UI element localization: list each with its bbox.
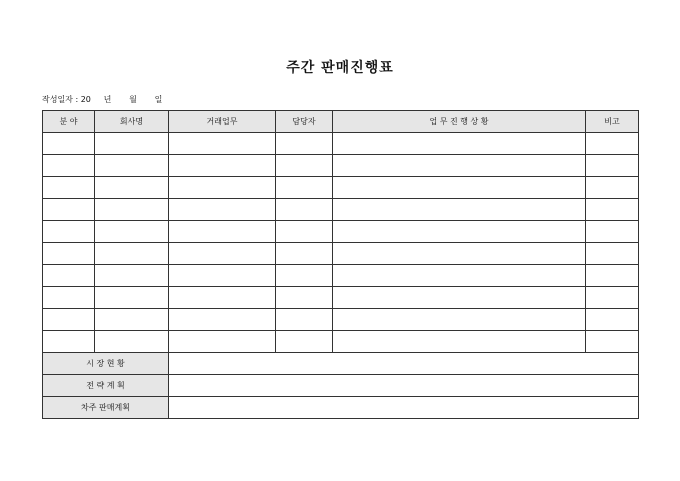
summary-cell-strategy[interactable] xyxy=(169,375,639,397)
table-cell[interactable] xyxy=(586,221,639,243)
table-row xyxy=(43,133,639,155)
table-cell[interactable] xyxy=(43,155,95,177)
summary-label-market: 시 장 현 황 xyxy=(43,353,169,375)
table-row xyxy=(43,331,639,353)
table-cell[interactable] xyxy=(43,199,95,221)
sales-progress-table xyxy=(42,110,639,419)
table-cell[interactable] xyxy=(586,199,639,221)
table-cell[interactable] xyxy=(333,265,586,287)
table-cell[interactable] xyxy=(169,243,276,265)
table-cell[interactable] xyxy=(95,133,169,155)
table-cell[interactable] xyxy=(43,287,95,309)
table-row xyxy=(43,199,639,221)
table-cell[interactable] xyxy=(586,265,639,287)
table-row xyxy=(43,221,639,243)
summary-label-next-week: 차주 판매계획 xyxy=(43,397,169,419)
table-cell[interactable] xyxy=(586,309,639,331)
table-row xyxy=(43,287,639,309)
header-row xyxy=(43,111,639,133)
form-title: 주간 판매진행표 xyxy=(286,60,394,76)
table-cell[interactable] xyxy=(95,155,169,177)
header-field: 분 야 xyxy=(43,111,95,133)
table-cell[interactable] xyxy=(43,309,95,331)
table-cell[interactable] xyxy=(586,331,639,353)
header-remarks: 비고 xyxy=(586,111,639,133)
header-business: 거래업무 xyxy=(169,111,276,133)
summary-row-next-week xyxy=(43,397,639,419)
summary-cell-market[interactable] xyxy=(169,353,639,375)
table-cell[interactable] xyxy=(276,221,333,243)
summary-section xyxy=(43,353,639,419)
table-cell[interactable] xyxy=(276,287,333,309)
table-cell[interactable] xyxy=(276,265,333,287)
table-cell[interactable] xyxy=(169,155,276,177)
table-cell[interactable] xyxy=(95,221,169,243)
table-cell[interactable] xyxy=(169,199,276,221)
table-cell[interactable] xyxy=(333,221,586,243)
table-cell[interactable] xyxy=(276,177,333,199)
table-row xyxy=(43,265,639,287)
table-row xyxy=(43,155,639,177)
table-cell[interactable] xyxy=(169,221,276,243)
table-cell[interactable] xyxy=(586,177,639,199)
table-cell[interactable] xyxy=(333,133,586,155)
table-cell[interactable] xyxy=(43,221,95,243)
table-cell[interactable] xyxy=(333,331,586,353)
table-cell[interactable] xyxy=(333,309,586,331)
summary-label-strategy: 전 략 계 획 xyxy=(43,375,169,397)
table-cell[interactable] xyxy=(276,309,333,331)
table-cell[interactable] xyxy=(95,265,169,287)
summary-row-market xyxy=(43,353,639,375)
table-cell[interactable] xyxy=(95,243,169,265)
table-cell[interactable] xyxy=(276,331,333,353)
header-progress: 업 무 진 행 상 황 xyxy=(333,111,586,133)
table-cell[interactable] xyxy=(586,287,639,309)
table-cell[interactable] xyxy=(95,199,169,221)
table-cell[interactable] xyxy=(43,331,95,353)
table-cell[interactable] xyxy=(169,287,276,309)
summary-cell-next-week[interactable] xyxy=(169,397,639,419)
table-cell[interactable] xyxy=(169,331,276,353)
table-cell[interactable] xyxy=(586,155,639,177)
table-row xyxy=(43,177,639,199)
table-cell[interactable] xyxy=(169,133,276,155)
table-cell[interactable] xyxy=(43,177,95,199)
header-company: 회사명 xyxy=(95,111,169,133)
table-cell[interactable] xyxy=(43,243,95,265)
table-cell[interactable] xyxy=(95,309,169,331)
table-cell[interactable] xyxy=(586,243,639,265)
table-cell[interactable] xyxy=(43,265,95,287)
header-manager: 담당자 xyxy=(276,111,333,133)
date-line: 작성일자 : 20 년 월 일 xyxy=(42,95,163,104)
table-cell[interactable] xyxy=(276,155,333,177)
table-cell[interactable] xyxy=(95,287,169,309)
summary-row-strategy xyxy=(43,375,639,397)
table-cell[interactable] xyxy=(169,265,276,287)
table-cell[interactable] xyxy=(95,177,169,199)
table-body xyxy=(43,133,639,353)
table-cell[interactable] xyxy=(333,177,586,199)
table-cell[interactable] xyxy=(333,199,586,221)
table-cell[interactable] xyxy=(169,309,276,331)
table-cell[interactable] xyxy=(333,287,586,309)
table-cell[interactable] xyxy=(586,133,639,155)
table-cell[interactable] xyxy=(43,133,95,155)
table-cell[interactable] xyxy=(95,331,169,353)
table-row xyxy=(43,309,639,331)
table-cell[interactable] xyxy=(333,155,586,177)
table-cell[interactable] xyxy=(276,199,333,221)
table-cell[interactable] xyxy=(276,133,333,155)
table-row xyxy=(43,243,639,265)
table-cell[interactable] xyxy=(169,177,276,199)
table-cell[interactable] xyxy=(276,243,333,265)
table-cell[interactable] xyxy=(333,243,586,265)
